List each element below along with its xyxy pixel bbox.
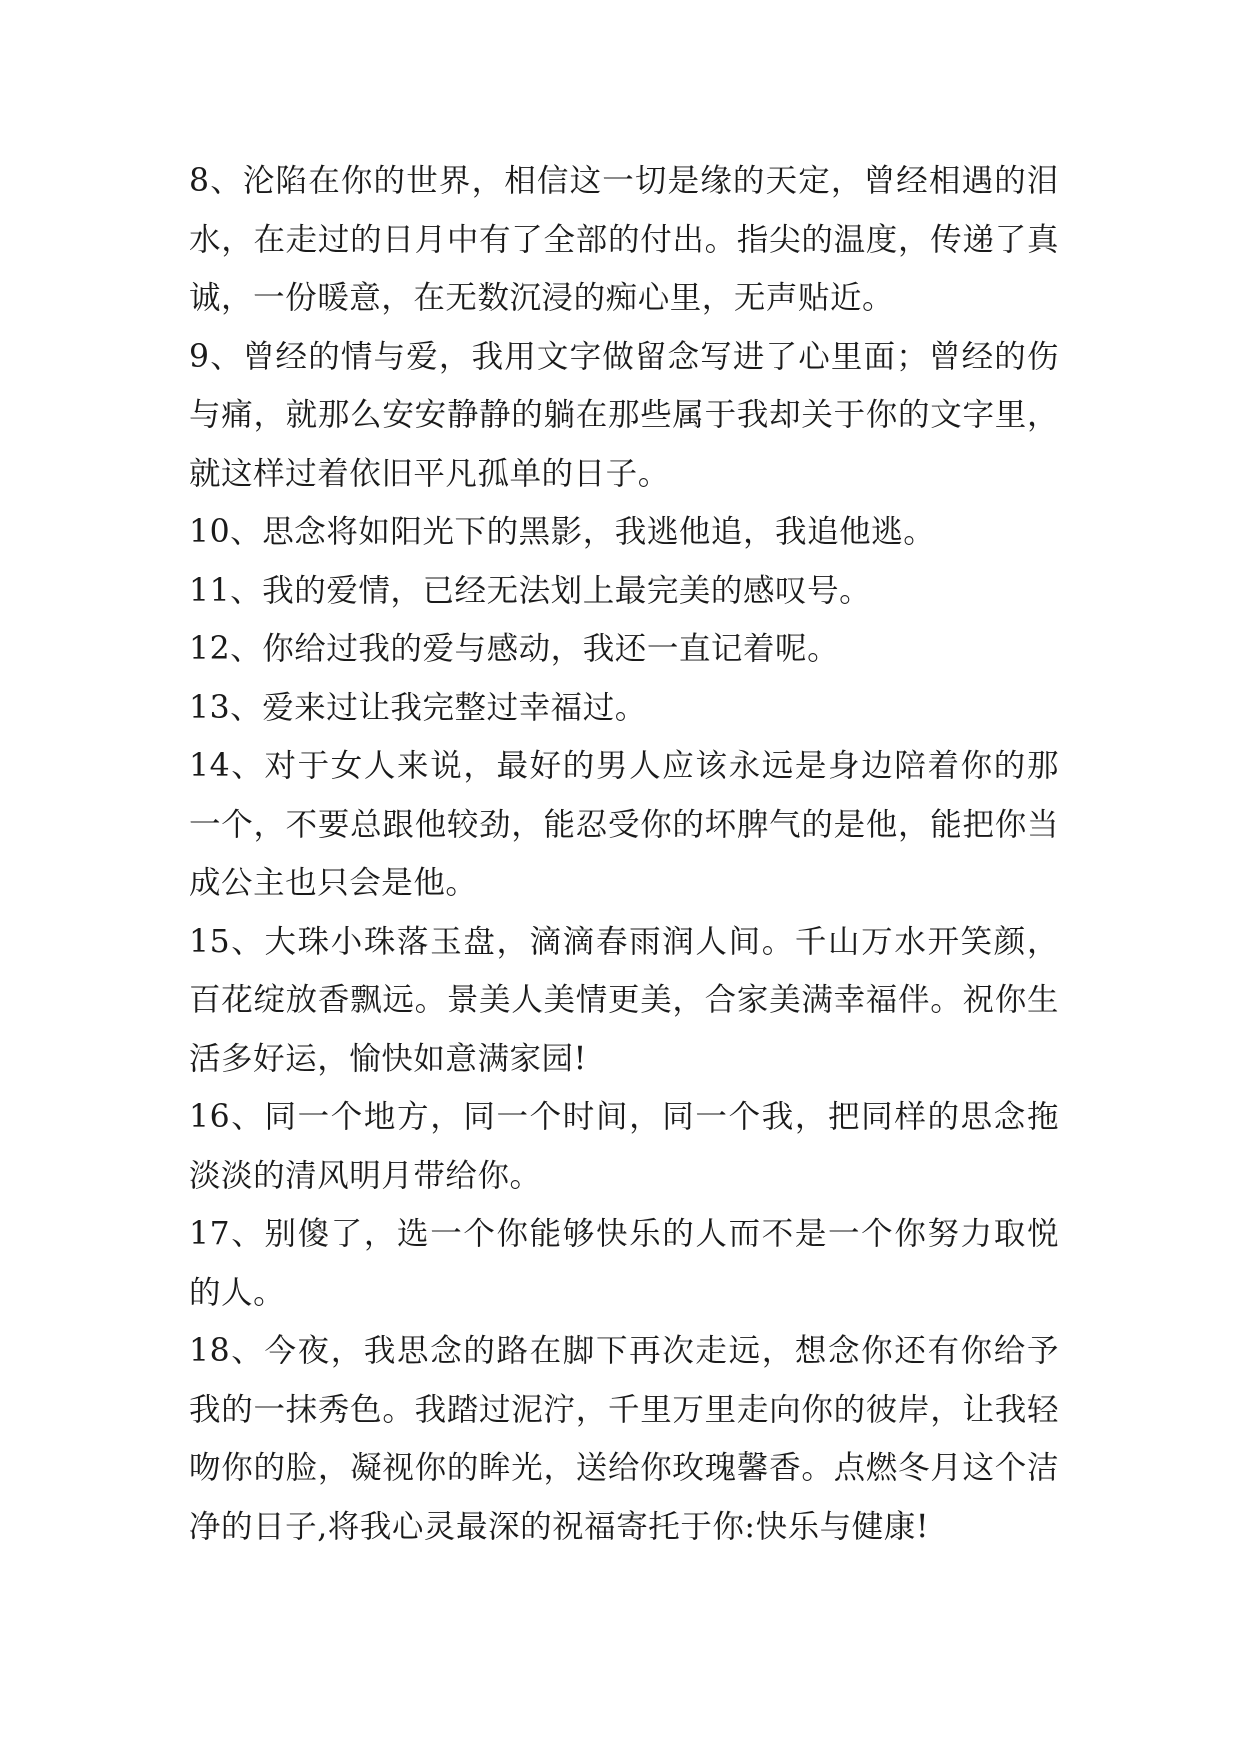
paragraph-13: 13、爱来过让我完整过幸福过。 (189, 689, 647, 726)
paragraph-10: 10、思念将如阳光下的黑影，我逃他追，我追他逃。 (189, 514, 936, 550)
paragraph-12: 12、你给过我的爱与感动，我还一直记着呢。 (189, 631, 840, 667)
paragraph-11: 11、我的爱情，已经无法划上最完美的感叹号。 (189, 572, 872, 609)
paragraph-17: 17、别傻了，选一个你能够快乐的人而不是一个你努力取悦的人。 (189, 1216, 1059, 1311)
paragraph-16: 16、同一个地方，同一个时间，同一个我，把同样的思念拖淡淡的清风明月带给你。 (189, 1099, 1059, 1194)
paragraph-8: 8、沦陷在你的世界，相信这一切是缘的天定，曾经相遇的泪水，在走过的日月中有了全部的付出。指尖的温度，传递了真诚，一份暖意，在无数沉浸的痴心里，无声贴近。 (189, 163, 1059, 316)
paragraph-9: 9、曾经的情与爱，我用文字做留念写进了心里面；曾经的伤与痛，就那么安安静静的躺在那些属于我却关于你的文字里，就这样过着依旧平凡孤单的日子。 (189, 338, 1059, 492)
document-body (189, 152, 1059, 1556)
paragraph-18: 18、今夜，我思念的路在脚下再次走远，想念你还有你给予我的一抹秀色。我踏过泥泞，千里万里走向你的彼岸，让我轻吻你的脸，凝视你的眸光，送给你玫瑰馨香。点燃冬月这个洁净的日子,将我心灵最深的祝福寄托于你:快乐与健康! (189, 1333, 1059, 1545)
paragraph-15: 15、大珠小珠落玉盘，滴滴春雨润人间。千山万水开笑颜，百花绽放香飘远。景美人美情更美，合家美满幸福伴。祝你生活多好运，愉快如意满家园! (189, 923, 1059, 1077)
paragraph-14: 14、对于女人来说，最好的男人应该永远是身边陪着你的那一个，不要总跟他较劲，能忍受你的坏脾气的是他，能把你当成公主也只会是他。 (189, 748, 1059, 901)
